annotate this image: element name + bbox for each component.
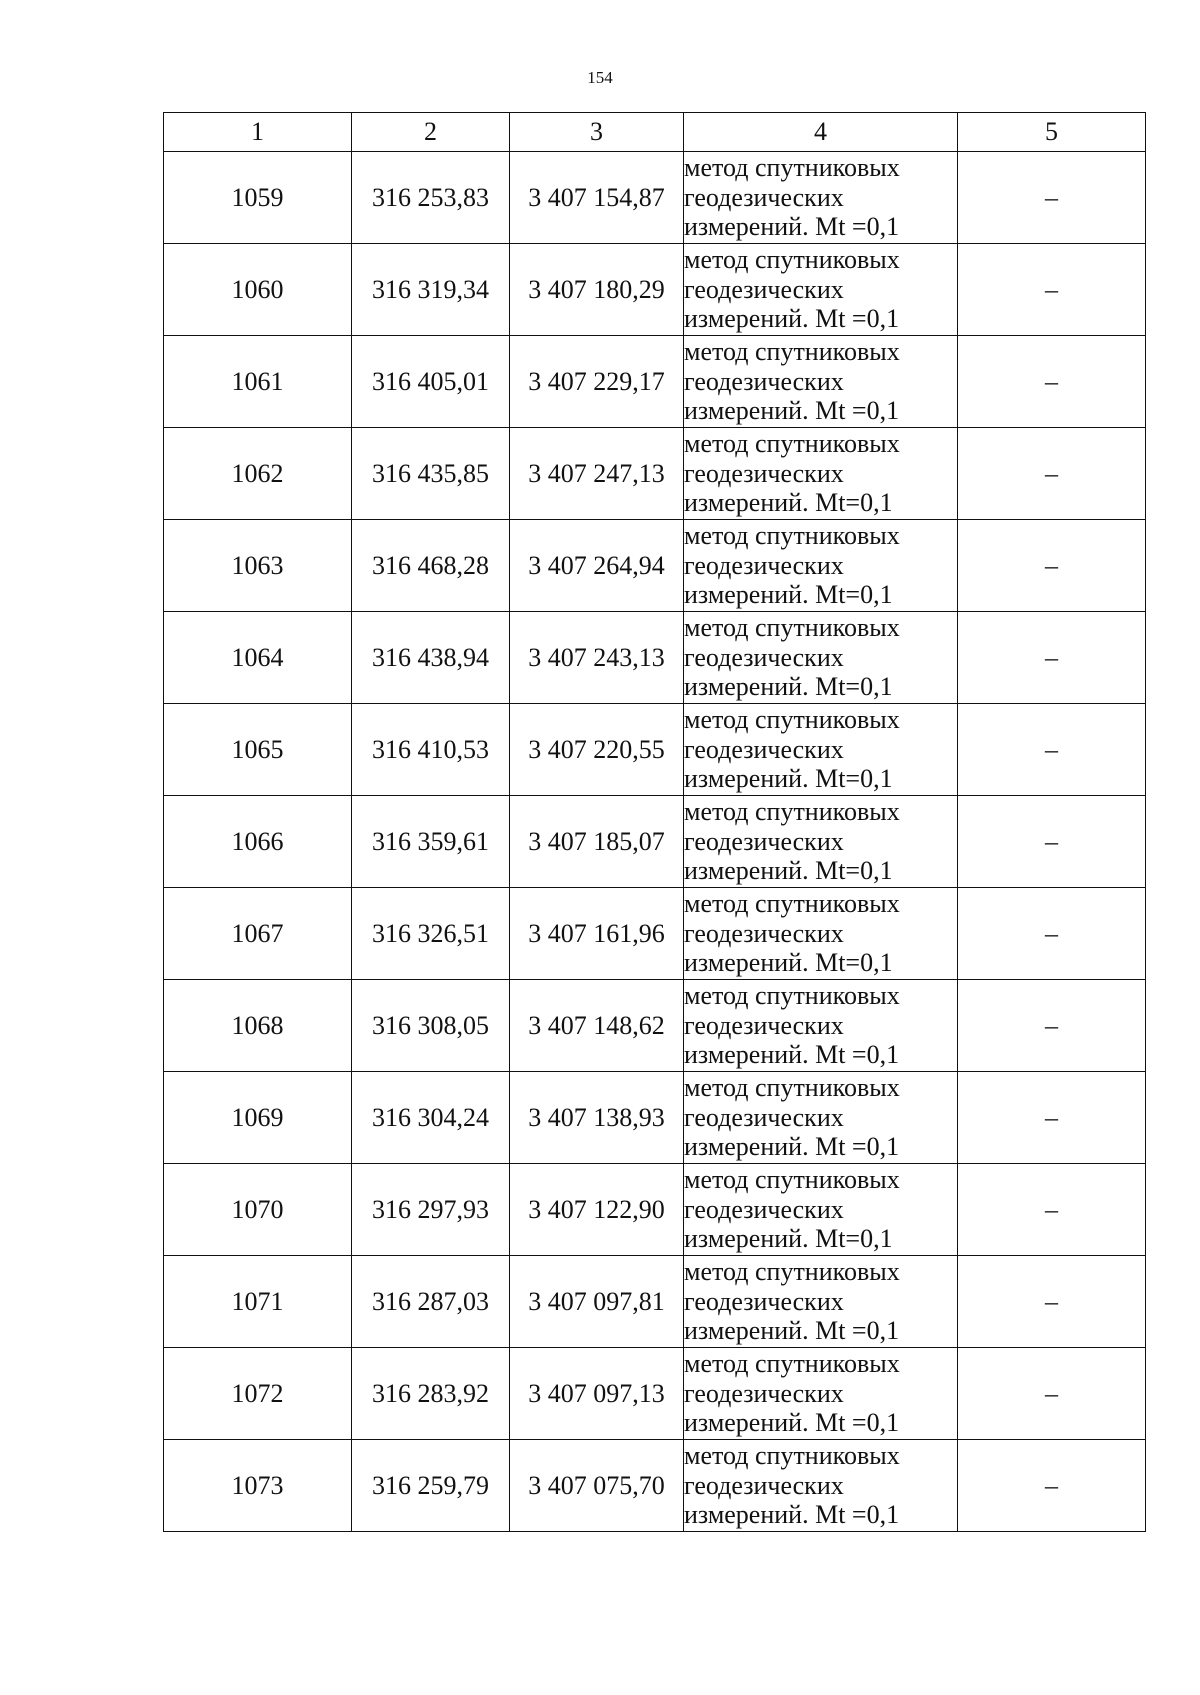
y-coordinate-cell: 3 407 097,81 xyxy=(510,1256,684,1348)
y-coordinate-cell: 3 407 161,96 xyxy=(510,888,684,980)
note-cell: – xyxy=(958,980,1146,1072)
table-row xyxy=(164,1164,1146,1256)
y-coordinate-cell: 3 407 243,13 xyxy=(510,612,684,704)
note-cell: – xyxy=(958,704,1146,796)
point-number-cell: 1069 xyxy=(164,1072,352,1164)
x-coordinate-cell: 316 308,05 xyxy=(352,980,510,1072)
method-text-line: метод спутниковых xyxy=(684,153,900,183)
x-coordinate-cell: 316 283,92 xyxy=(352,1348,510,1440)
point-number-cell: 1073 xyxy=(164,1440,352,1532)
method-text-line: измерений. Mt=0,1 xyxy=(684,1224,893,1254)
method-text-line: измерений. Mt =0,1 xyxy=(684,1500,900,1530)
method-text-line: измерений. Mt =0,1 xyxy=(684,304,900,334)
method-text-line: метод спутниковых xyxy=(684,1349,900,1379)
point-number-cell: 1065 xyxy=(164,704,352,796)
method-text-line: геодезических xyxy=(684,458,844,488)
method-text-line: метод спутниковых xyxy=(684,797,900,827)
method-text-line: метод спутниковых xyxy=(684,245,900,275)
table-row xyxy=(164,980,1146,1072)
method-text-line: геодезических xyxy=(684,1194,844,1224)
method-text-line: геодезических xyxy=(684,1102,844,1132)
column-header-2: 2 xyxy=(352,113,510,152)
method-text-line: измерений. Mt=0,1 xyxy=(684,764,893,794)
x-coordinate-cell: 316 405,01 xyxy=(352,336,510,428)
method-text-line: измерений. Mt=0,1 xyxy=(684,488,893,518)
note-cell: – xyxy=(958,244,1146,336)
y-coordinate-cell: 3 407 097,13 xyxy=(510,1348,684,1440)
method-text-line: измерений. Mt=0,1 xyxy=(684,948,893,978)
point-number-cell: 1064 xyxy=(164,612,352,704)
table-row xyxy=(164,796,1146,888)
method-text-line: измерений. Mt =0,1 xyxy=(684,1040,900,1070)
table-row xyxy=(164,704,1146,796)
table-header xyxy=(164,113,1146,152)
method-cell xyxy=(684,704,958,796)
point-number-cell: 1070 xyxy=(164,1164,352,1256)
method-cell xyxy=(684,1164,958,1256)
method-text-line: измерений. Mt=0,1 xyxy=(684,672,893,702)
y-coordinate-cell: 3 407 220,55 xyxy=(510,704,684,796)
method-text-line: геодезических xyxy=(684,1378,844,1408)
x-coordinate-cell: 316 438,94 xyxy=(352,612,510,704)
method-cell xyxy=(684,888,958,980)
table-row xyxy=(164,1256,1146,1348)
method-text-line: метод спутниковых xyxy=(684,429,900,459)
note-cell: – xyxy=(958,428,1146,520)
x-coordinate-cell: 316 253,83 xyxy=(352,152,510,244)
column-header-1: 1 xyxy=(164,113,352,152)
note-cell: – xyxy=(958,796,1146,888)
x-coordinate-cell: 316 259,79 xyxy=(352,1440,510,1532)
note-cell: – xyxy=(958,520,1146,612)
method-text-line: геодезических xyxy=(684,550,844,580)
x-coordinate-cell: 316 359,61 xyxy=(352,796,510,888)
method-text-line: измерений. Mt =0,1 xyxy=(684,1408,900,1438)
note-cell: – xyxy=(958,336,1146,428)
method-text-line: измерений. Mt=0,1 xyxy=(684,580,893,610)
note-cell: – xyxy=(958,612,1146,704)
method-cell xyxy=(684,612,958,704)
table-row xyxy=(164,612,1146,704)
note-cell: – xyxy=(958,1072,1146,1164)
point-number-cell: 1072 xyxy=(164,1348,352,1440)
method-text-line: измерений. Mt =0,1 xyxy=(684,212,900,242)
method-text-line: геодезических xyxy=(684,274,844,304)
method-cell xyxy=(684,152,958,244)
method-cell xyxy=(684,244,958,336)
method-cell xyxy=(684,1256,958,1348)
method-text-line: измерений. Mt =0,1 xyxy=(684,396,900,426)
method-text-line: метод спутниковых xyxy=(684,521,900,551)
method-text-line: метод спутниковых xyxy=(684,1257,900,1287)
method-cell xyxy=(684,1440,958,1532)
method-cell xyxy=(684,980,958,1072)
point-number-cell: 1059 xyxy=(164,152,352,244)
table-row xyxy=(164,244,1146,336)
y-coordinate-cell: 3 407 247,13 xyxy=(510,428,684,520)
page-number: 154 xyxy=(587,68,613,87)
method-text-line: измерений. Mt =0,1 xyxy=(684,1316,900,1346)
table-row xyxy=(164,336,1146,428)
method-cell xyxy=(684,1072,958,1164)
point-number-cell: 1067 xyxy=(164,888,352,980)
method-text-line: геодезических xyxy=(684,1286,844,1316)
method-text-line: геодезических xyxy=(684,1470,844,1500)
x-coordinate-cell: 316 435,85 xyxy=(352,428,510,520)
column-header-4: 4 xyxy=(684,113,958,152)
note-cell: – xyxy=(958,1256,1146,1348)
method-text-line: метод спутниковых xyxy=(684,705,900,735)
method-text-line: измерений. Mt =0,1 xyxy=(684,1132,900,1162)
table-row xyxy=(164,1440,1146,1532)
point-number-cell: 1063 xyxy=(164,520,352,612)
column-header-3: 3 xyxy=(510,113,684,152)
y-coordinate-cell: 3 407 180,29 xyxy=(510,244,684,336)
method-cell xyxy=(684,336,958,428)
y-coordinate-cell: 3 407 122,90 xyxy=(510,1164,684,1256)
note-cell: – xyxy=(958,1164,1146,1256)
coordinates-table xyxy=(163,112,1146,1532)
x-coordinate-cell: 316 304,24 xyxy=(352,1072,510,1164)
point-number-cell: 1066 xyxy=(164,796,352,888)
table-row xyxy=(164,1072,1146,1164)
point-number-cell: 1068 xyxy=(164,980,352,1072)
point-number-cell: 1061 xyxy=(164,336,352,428)
x-coordinate-cell: 316 468,28 xyxy=(352,520,510,612)
table-row xyxy=(164,1348,1146,1440)
method-text-line: геодезических xyxy=(684,826,844,856)
column-header-5: 5 xyxy=(958,113,1146,152)
y-coordinate-cell: 3 407 148,62 xyxy=(510,980,684,1072)
note-cell: – xyxy=(958,888,1146,980)
method-text-line: измерений. Mt=0,1 xyxy=(684,856,893,886)
table-body xyxy=(164,152,1146,1532)
y-coordinate-cell: 3 407 264,94 xyxy=(510,520,684,612)
point-number-cell: 1062 xyxy=(164,428,352,520)
table-row xyxy=(164,152,1146,244)
note-cell: – xyxy=(958,152,1146,244)
x-coordinate-cell: 316 297,93 xyxy=(352,1164,510,1256)
y-coordinate-cell: 3 407 229,17 xyxy=(510,336,684,428)
y-coordinate-cell: 3 407 154,87 xyxy=(510,152,684,244)
method-text-line: геодезических xyxy=(684,182,844,212)
header-row xyxy=(164,113,1146,152)
note-cell: – xyxy=(958,1440,1146,1532)
method-text-line: геодезических xyxy=(684,642,844,672)
method-text-line: метод спутниковых xyxy=(684,1165,900,1195)
method-cell xyxy=(684,1348,958,1440)
method-text-line: метод спутниковых xyxy=(684,1441,900,1471)
method-cell xyxy=(684,428,958,520)
method-text-line: метод спутниковых xyxy=(684,981,900,1011)
x-coordinate-cell: 316 326,51 xyxy=(352,888,510,980)
method-text-line: метод спутниковых xyxy=(684,1073,900,1103)
method-cell xyxy=(684,796,958,888)
x-coordinate-cell: 316 319,34 xyxy=(352,244,510,336)
x-coordinate-cell: 316 287,03 xyxy=(352,1256,510,1348)
method-cell xyxy=(684,520,958,612)
y-coordinate-cell: 3 407 138,93 xyxy=(510,1072,684,1164)
method-text-line: метод спутниковых xyxy=(684,613,900,643)
method-text-line: геодезических xyxy=(684,1010,844,1040)
table-row xyxy=(164,520,1146,612)
method-text-line: геодезических xyxy=(684,366,844,396)
method-text-line: метод спутниковых xyxy=(684,337,900,367)
method-text-line: геодезических xyxy=(684,918,844,948)
method-text-line: геодезических xyxy=(684,734,844,764)
table-row xyxy=(164,888,1146,980)
point-number-cell: 1060 xyxy=(164,244,352,336)
y-coordinate-cell: 3 407 075,70 xyxy=(510,1440,684,1532)
point-number-cell: 1071 xyxy=(164,1256,352,1348)
method-text-line: метод спутниковых xyxy=(684,889,900,919)
x-coordinate-cell: 316 410,53 xyxy=(352,704,510,796)
table-row xyxy=(164,428,1146,520)
note-cell: – xyxy=(958,1348,1146,1440)
y-coordinate-cell: 3 407 185,07 xyxy=(510,796,684,888)
